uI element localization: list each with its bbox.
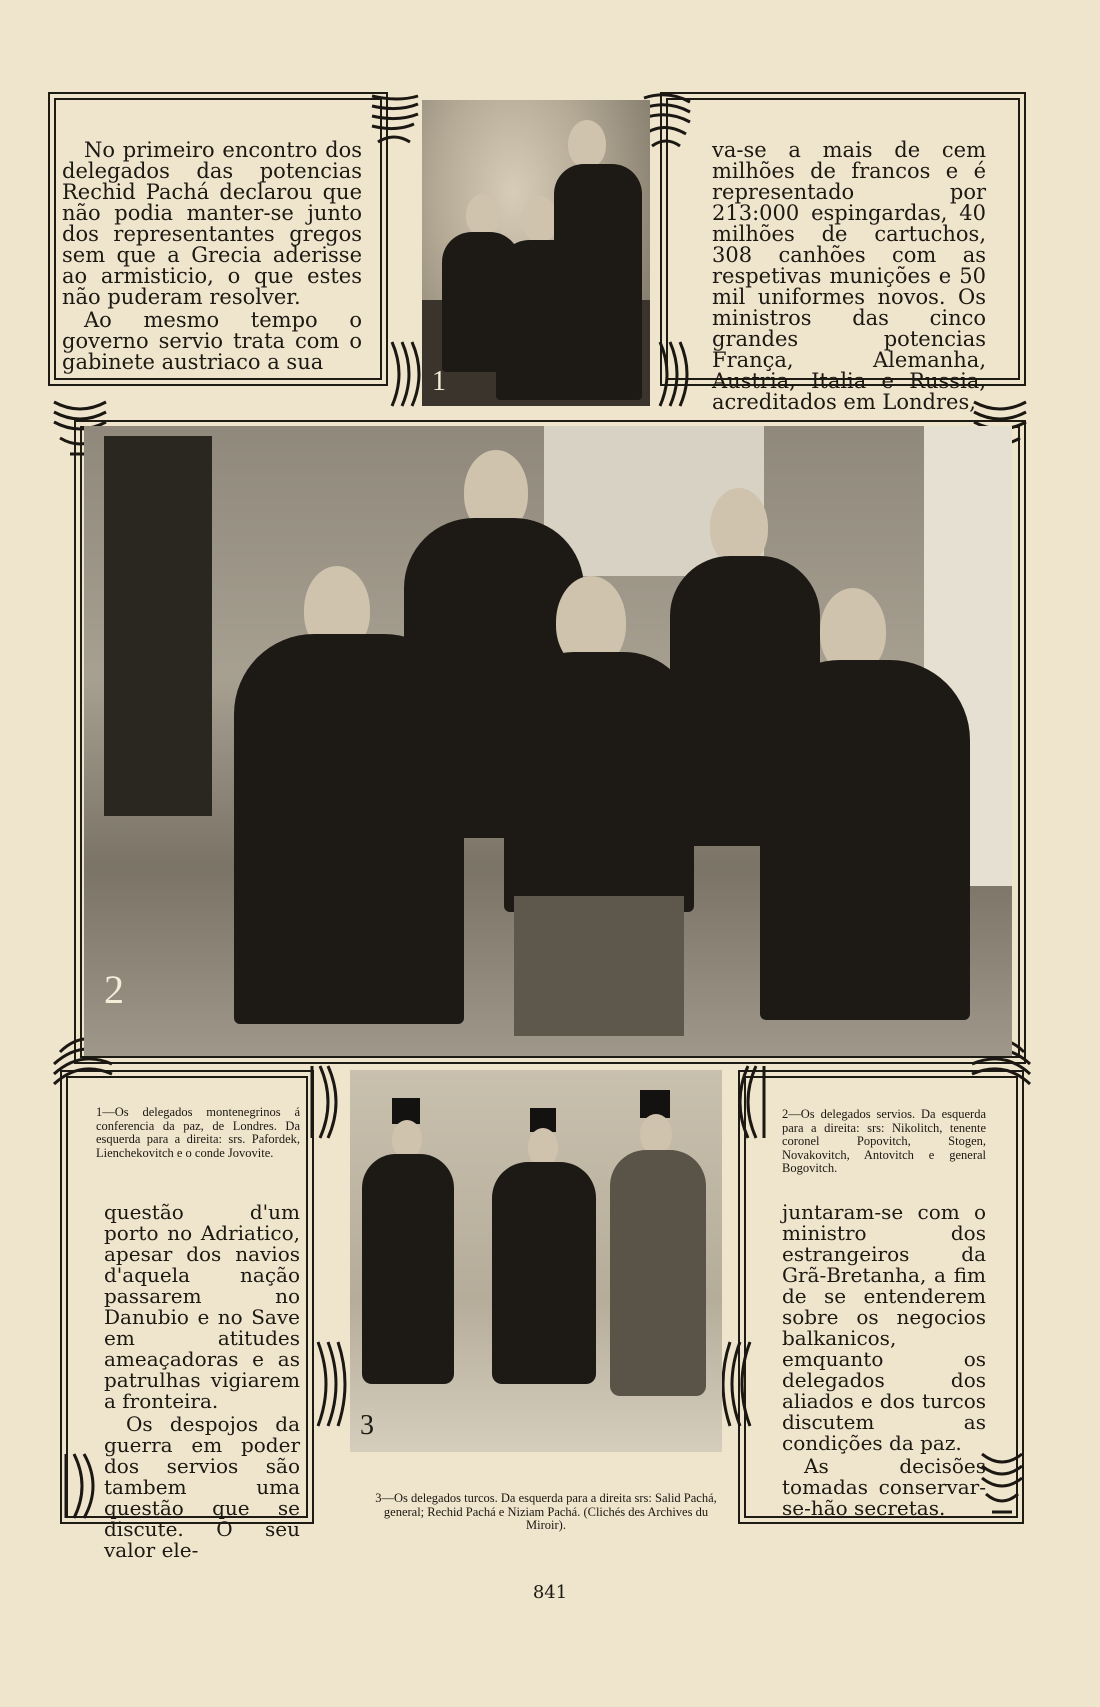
paragraph: No primeiro encontro dos delegados das potencias Rechid Pachá declarou que não podia manter-se junto dos representantes gregos sem que a Grecia aderisse ao armisticio, o que estes não puderam resolver.	[62, 138, 362, 309]
paragraph: As decisões tomadas conservar-se-hão secretas.	[782, 1454, 986, 1520]
photo-number: 1	[432, 366, 446, 397]
ornament-icon	[730, 1062, 770, 1142]
caption-photo-1: 1—Os delegados montenegrinos á conferencia da paz, de Londres. Da esquerda para a direita: srs. Pafordek, Lienchekovitch e o conde Jovovite.	[96, 1105, 300, 1160]
text-column-bottom-left	[104, 1202, 300, 1561]
text-column-top-left	[62, 140, 362, 373]
photo-number: 2	[104, 967, 124, 1012]
photo-turkish-delegates	[350, 1070, 722, 1452]
ornament-icon	[654, 338, 698, 410]
photo-montenegrin-delegates	[422, 100, 650, 406]
paragraph: Os despojos da guerra em poder dos servios são tambem uma questão que se discute. O seu valor ele-	[104, 1412, 300, 1562]
ornament-icon	[306, 1062, 346, 1142]
paragraph: va-se a mais de cem milhões de francos e é representado por 213:000 espingardas, 40 milhões de cartuchos, 308 canhões com as respetivas munições e 50 mil uniformes novos. Os ministros das cinco grandes potencias França, Alemanha, Austria, Italia e Russia, acreditados em Londres,	[712, 138, 986, 414]
ornament-icon	[368, 92, 422, 152]
ornament-icon	[716, 1338, 756, 1430]
paragraph: juntaram-se com o ministro dos estrangeiros da Grã-Bretanha, a fim de se entenderem sobre os negocios balkanicos, emquanto os delegados dos aliados e dos turcos discutem as condições da paz.	[782, 1200, 986, 1455]
ornament-icon	[312, 1338, 352, 1430]
paragraph: questão d'um porto no Adriatico, apesar dos navios d'aquela nação passarem no Danubio e no Save em atitudes ameaçadoras e as patrulhas vigiarem a fronteira.	[104, 1200, 300, 1413]
caption-photo-2: 2—Os delegados servios. Da esquerda para a direita: srs: Nikolitch, tenente coronel Popovitch, Stogen, Novakovitch, Antovitch e general Bogovitch.	[782, 1107, 986, 1175]
paragraph: Ao mesmo tempo o governo servio trata com o gabinete austriaco a sua	[62, 308, 362, 374]
text-column-top-right	[712, 140, 986, 413]
caption-photo-3: 3—Os delegados turcos. Da esquerda para a direita srs: Salid Pachá, general; Rechid Pachá e Niziam Pachá. (Clichés des Archives du Miroir).	[375, 1491, 717, 1532]
text-column-bottom-right	[782, 1202, 986, 1519]
photo-servian-delegates	[84, 426, 1012, 1056]
page-number: 841	[532, 1582, 568, 1603]
photo-number: 3	[360, 1410, 374, 1441]
ornament-icon	[60, 1450, 108, 1522]
